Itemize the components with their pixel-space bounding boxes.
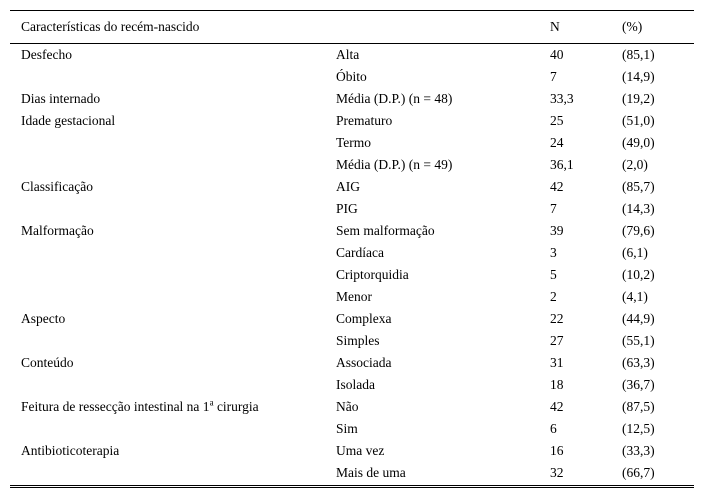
row-category-label: Uma vez [336, 443, 385, 458]
header-percent: (%) [622, 19, 643, 34]
row-category-label: Alta [336, 47, 360, 62]
row-percent-value: (44,9) [622, 311, 655, 326]
row-percent-value: (55,1) [622, 333, 655, 348]
row-category-label: AIG [336, 179, 360, 194]
row-n-value: 27 [550, 333, 564, 348]
table-bottom-rule [10, 485, 694, 488]
row-percent-value: (14,9) [622, 69, 655, 84]
row-group-label: Conteúdo [21, 355, 74, 370]
row-percent-value: (79,6) [622, 223, 655, 238]
row-n-value: 2 [550, 289, 557, 304]
row-n-value: 24 [550, 135, 564, 150]
header-n: N [550, 19, 560, 34]
row-category-label: Sim [336, 421, 358, 436]
row-category-label: Prematuro [336, 113, 393, 128]
row-n-value: 7 [550, 201, 557, 216]
row-percent-value: (6,1) [622, 245, 648, 260]
row-percent-value: (4,1) [622, 289, 648, 304]
row-percent-value: (85,1) [622, 47, 655, 62]
row-group-label: Idade gestacional [21, 113, 116, 128]
row-group-label: Aspecto [21, 311, 66, 326]
row-category-label: Simples [336, 333, 380, 348]
header-characteristics: Características do recém-nascido [21, 19, 200, 34]
row-n-value: 42 [550, 179, 564, 194]
row-category-label: Termo [336, 135, 372, 150]
row-n-value: 40 [550, 47, 564, 62]
row-n-value: 18 [550, 377, 564, 392]
row-category-label: Menor [336, 289, 372, 304]
row-percent-value: (10,2) [622, 267, 655, 282]
row-category-label: PIG [336, 201, 358, 216]
row-percent-value: (12,5) [622, 421, 655, 436]
row-n-value: 42 [550, 399, 564, 414]
row-percent-value: (85,7) [622, 179, 655, 194]
row-n-value: 3 [550, 245, 557, 260]
table-top-rule [10, 10, 694, 11]
row-category-label: Mais de uma [336, 465, 406, 480]
table-header-rule [10, 43, 694, 44]
row-n-value: 16 [550, 443, 564, 458]
row-percent-value: (36,7) [622, 377, 655, 392]
row-n-value: 36,1 [550, 157, 574, 172]
row-group-label: Desfecho [21, 47, 72, 62]
row-percent-value: (14,3) [622, 201, 655, 216]
row-percent-value: (49,0) [622, 135, 655, 150]
row-group-label: Antibioticoterapia [21, 443, 120, 458]
row-percent-value: (63,3) [622, 355, 655, 370]
row-n-value: 31 [550, 355, 564, 370]
row-category-label: Cardíaca [336, 245, 384, 260]
row-category-label: Óbito [336, 69, 367, 84]
row-category-label: Média (D.P.) (n = 49) [336, 157, 453, 172]
row-n-value: 39 [550, 223, 564, 238]
row-percent-value: (33,3) [622, 443, 655, 458]
row-n-value: 6 [550, 421, 557, 436]
row-category-label: Associada [336, 355, 392, 370]
row-n-value: 5 [550, 267, 557, 282]
row-category-label: Sem malformação [336, 223, 435, 238]
row-n-value: 33,3 [550, 91, 574, 106]
row-percent-value: (66,7) [622, 465, 655, 480]
row-n-value: 32 [550, 465, 564, 480]
row-percent-value: (2,0) [622, 157, 648, 172]
row-category-label: Criptorquidia [336, 267, 409, 282]
row-percent-value: (87,5) [622, 399, 655, 414]
row-group-label: Feitura de ressecção intestinal na 1$^a$ cirurgia [21, 397, 259, 414]
row-percent-value: (19,2) [622, 91, 655, 106]
row-category-label: Média (D.P.) (n = 48) [336, 91, 453, 106]
row-category-label: Não [336, 399, 359, 414]
row-n-value: 7 [550, 69, 557, 84]
row-category-label: Complexa [336, 311, 392, 326]
row-category-label: Isolada [336, 377, 375, 392]
row-n-value: 22 [550, 311, 564, 326]
row-n-value: 25 [550, 113, 564, 128]
row-group-label: Classificação [21, 179, 93, 194]
row-group-label: Malformação [21, 223, 94, 238]
row-percent-value: (51,0) [622, 113, 655, 128]
row-group-label: Dias internado [21, 91, 101, 106]
